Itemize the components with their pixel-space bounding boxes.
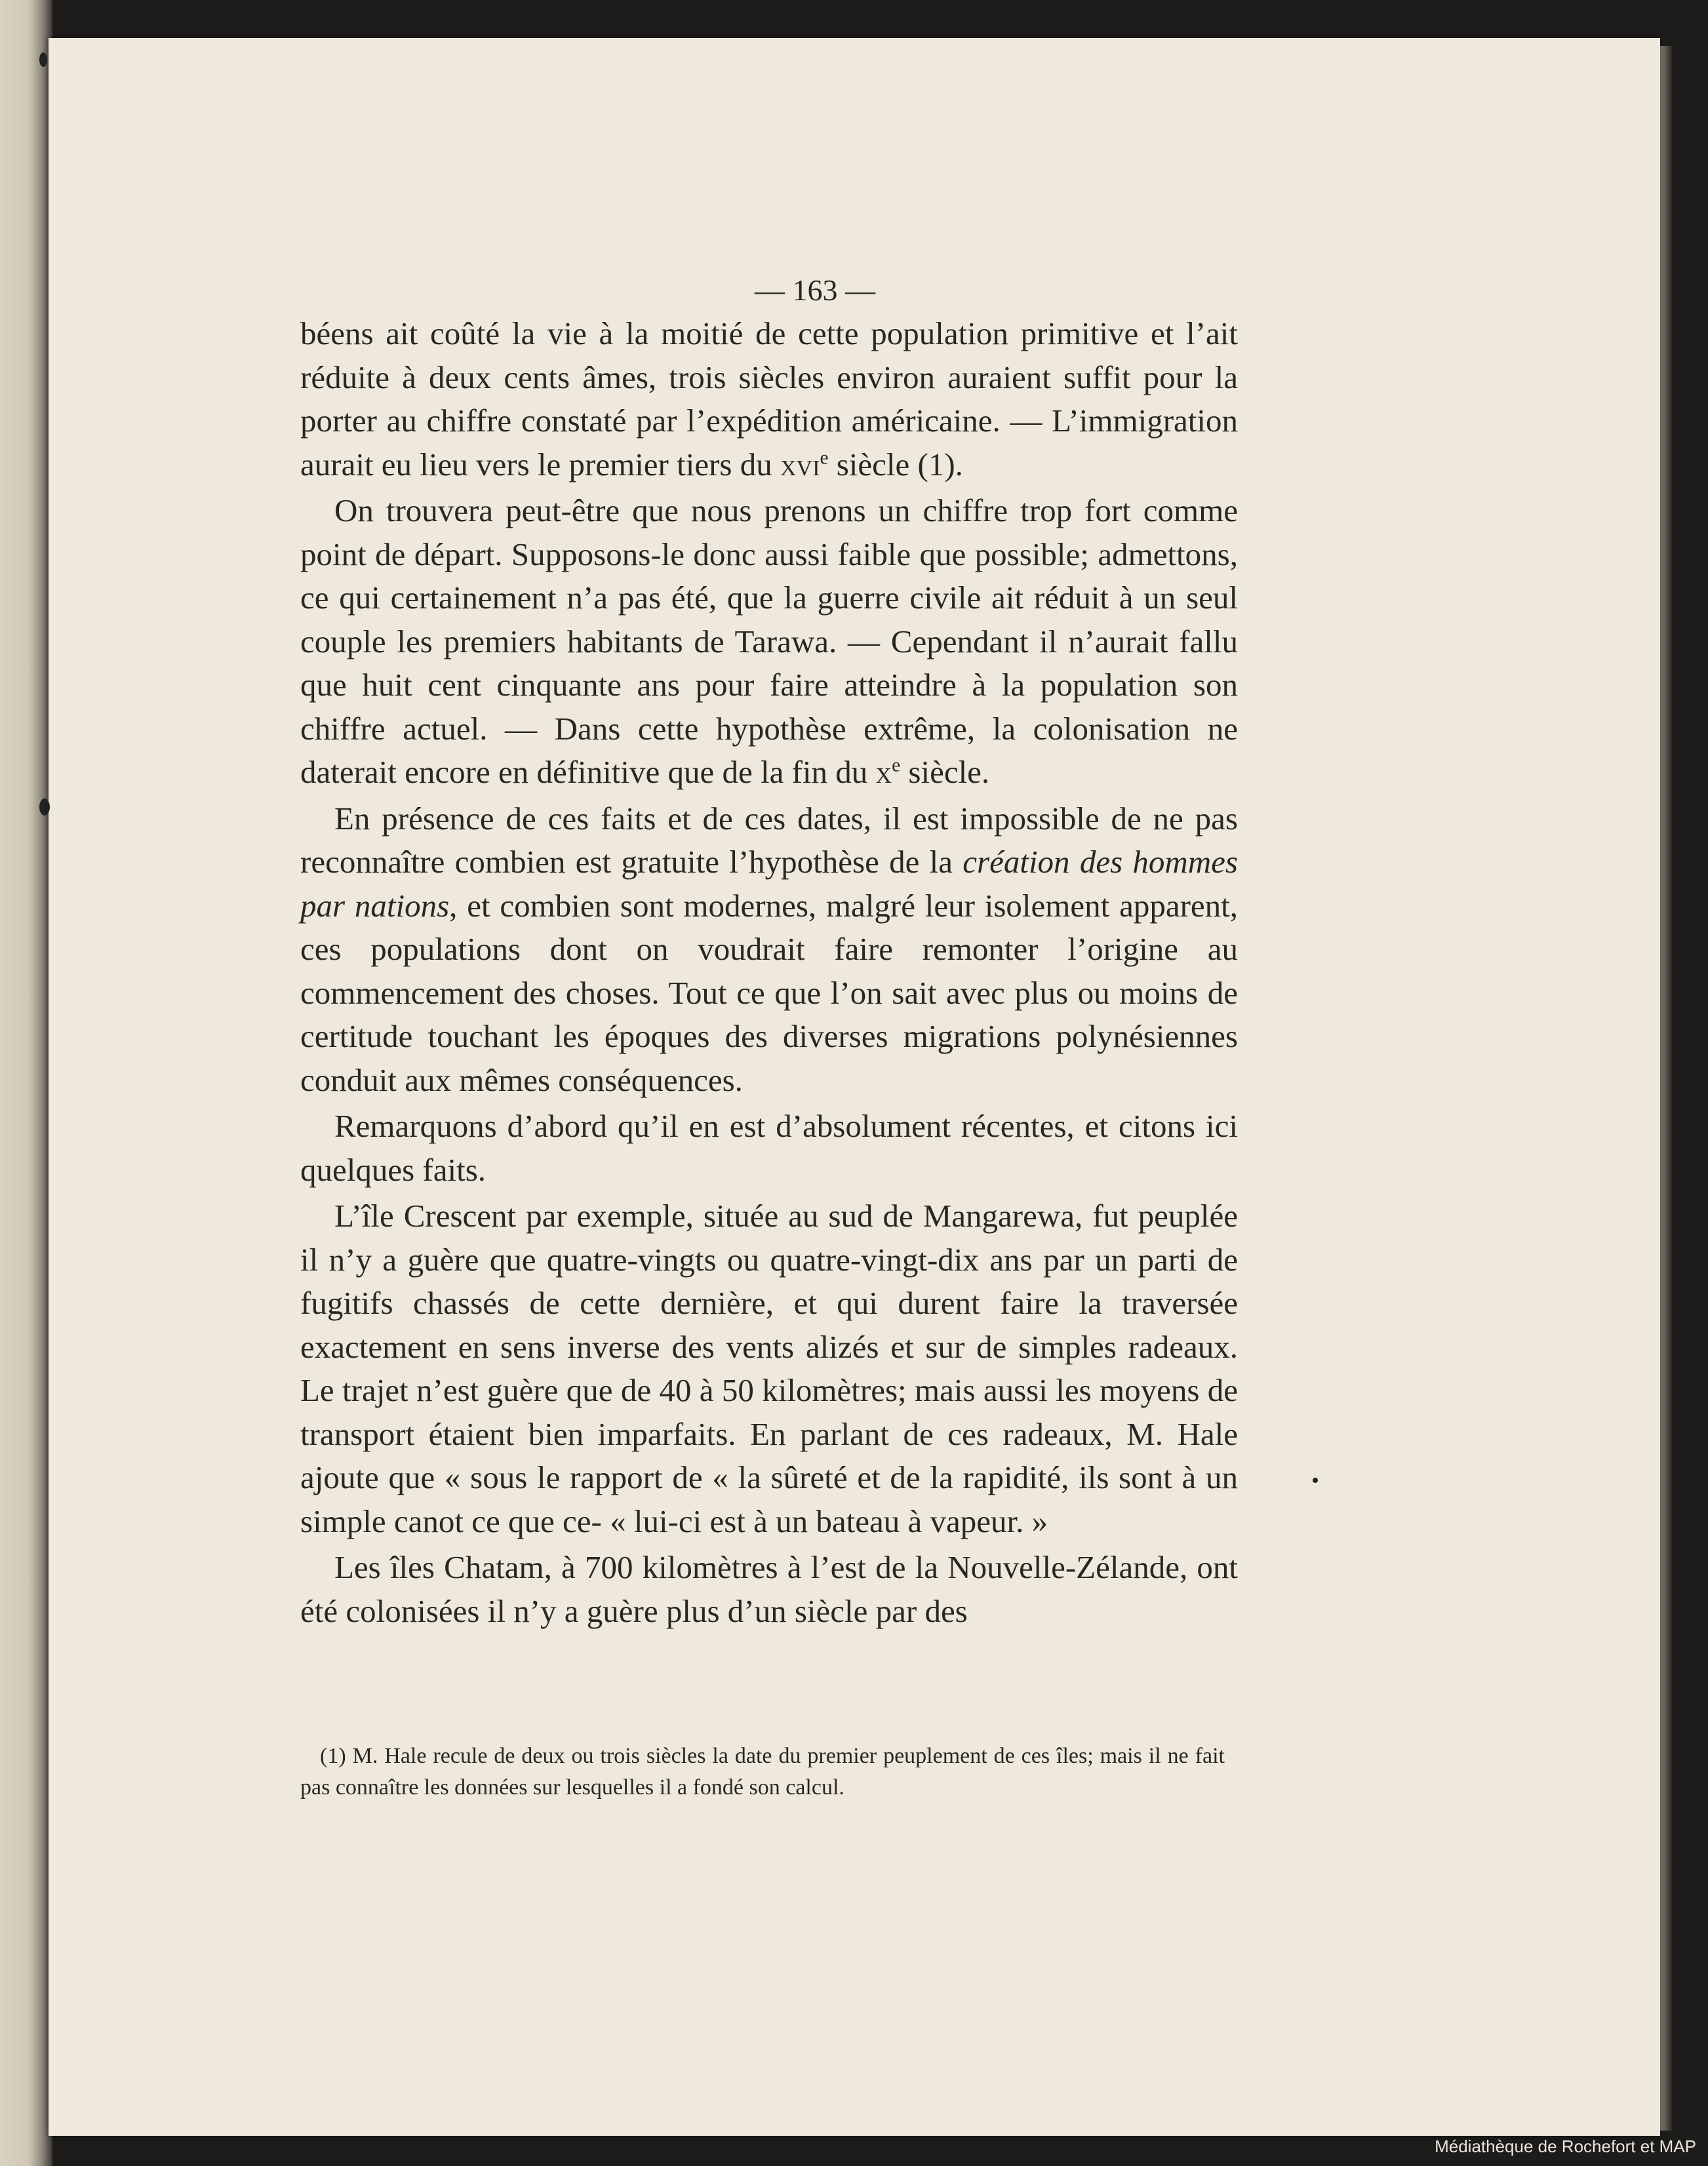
previous-page-edge (0, 0, 52, 2166)
century-suffix: e (892, 755, 901, 776)
paragraph-1 (300, 312, 1238, 486)
century-numeral: xvi (780, 446, 820, 482)
paragraph-3-end: , et combien sont modernes, malgré leur isolement apparent, ces populations dont on voudrait faire remonter l’origine au commencement des choses. Tout ce que l’on sait avec plus ou moins de certitude touchant les époques des diverses migrations polynésiennes conduit aux mêmes conséquences. (300, 887, 1238, 1098)
binding-mark-middle (39, 798, 50, 816)
paragraph-1-text: béens ait coûté la vie à la moitié de cette population primitive et l’ait réduite à deux cents âmes, trois siècles environ auraient suffit pour la porter au chiffre constaté par l’expédition américaine. — L’immigration aurait eu lieu vers le premier tiers du (300, 315, 1238, 482)
paragraph-6: Les îles Chatam, à 700 kilomètres à l’est de la Nouvelle-Zélande, ont été colonisées il n’y a guère plus d’un siècle par des (300, 1549, 1238, 1629)
italic-phrase: création des hommes par nations (300, 844, 1239, 924)
page-text (300, 269, 1238, 1636)
footnote: (1) M. Hale recule de deux ou trois siècles la date du premier peuplement de ces îles; mais il ne fait pas connaître les données sur lesquelles il a fondé son calcul. (300, 1744, 1225, 1800)
paragraph-3-text: En présence de ces faits et de ces dates, il est impossible de ne pas reconnaître combien est gratuite l’hypothèse de la (300, 800, 1238, 880)
century-suffix: e (820, 447, 829, 469)
binding-mark-top (39, 52, 47, 67)
dust-speck (1313, 1478, 1318, 1483)
century-numeral: x (875, 754, 892, 790)
paragraph-2-text: On trouvera peut-être que nous prenons un chiffre trop fort comme point de départ. Supposons-le donc aussi faible que possible; admettons, ce qui certainement n’a pas été, que la guerre civile ait réduit à un seul couple les premiers habitants de Tarawa. — Cependant il n’aurait fallu que huit cent cinquante ans pour faire atteindre à la population son chiffre actuel. — Dans cette hypothèse extrême, la colonisation ne daterait encore en définitive que de la fin du (300, 492, 1238, 790)
scan-credit: Médiathèque de Rochefort et MAP (1435, 2136, 1696, 2156)
paragraph-2 (300, 489, 1238, 795)
paragraph-3 (300, 797, 1238, 1103)
page-number: — 163 — (755, 273, 875, 307)
paragraph-2-end: siècle. (900, 754, 990, 790)
paragraph-4: Remarquons d’abord qu’il en est d’absolument récentes, et citons ici quelques faits. (300, 1108, 1238, 1188)
paragraph-5: L’île Crescent par exemple, située au sud de Mangarewa, fut peuplée il n’y a guère que quatre-vingts ou quatre-vingt-dix ans par un parti de fugitifs chassés de cette dernière, et qui durent faire la traversée exactement en sens inverse des vents alizés et sur de simples radeaux. Le trajet n’est guère que de 40 à 50 kilomètres; mais aussi les moyens de transport étaient bien imparfaits. En parlant de ces radeaux, M. Hale ajoute que « sous le rapport de « la sûreté et de la rapidité, ils sont à un simple canot ce que ce- « lui-ci est à un bateau à vapeur. » (300, 1198, 1238, 1539)
paragraph-1-end: siècle (1). (828, 446, 963, 482)
